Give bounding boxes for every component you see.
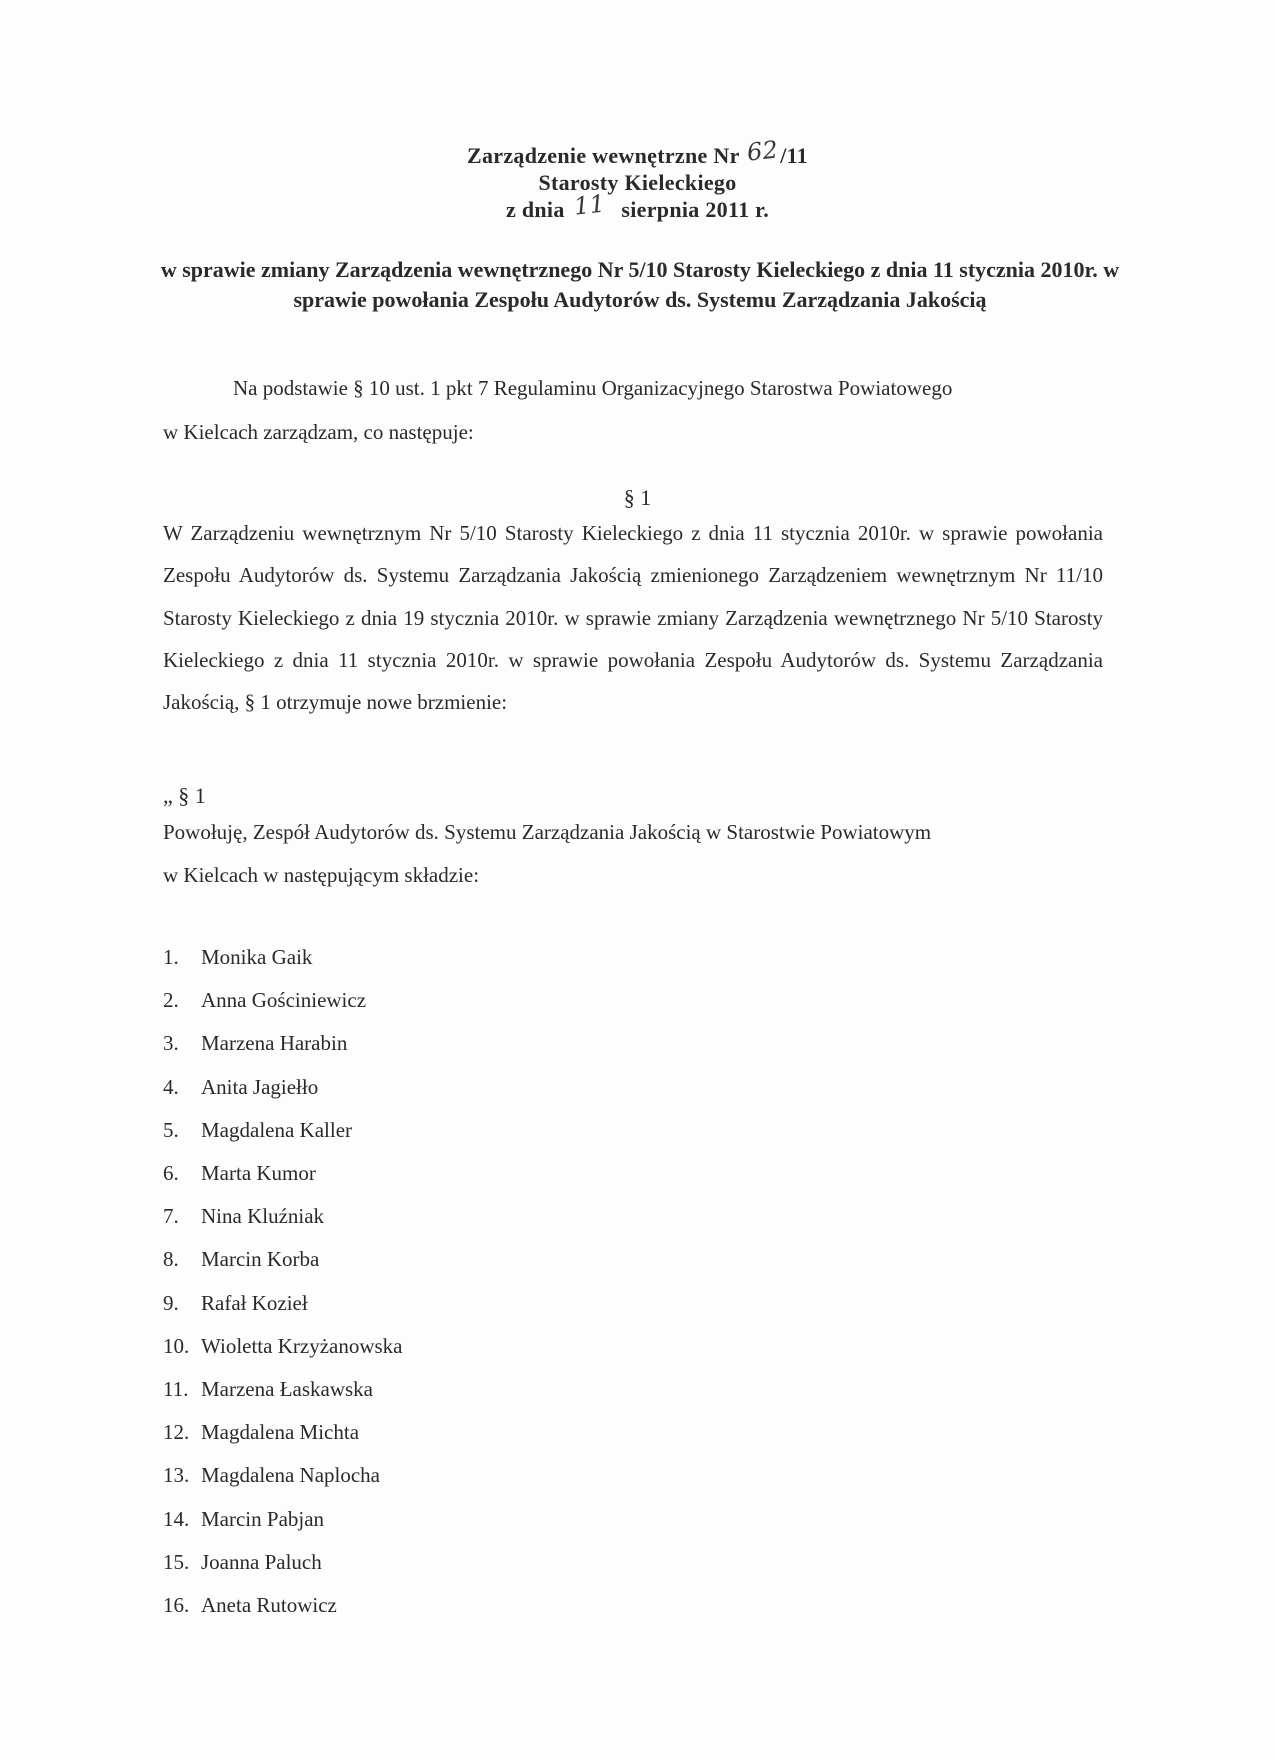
list-item bbox=[163, 1368, 403, 1411]
list-item bbox=[163, 1066, 403, 1109]
member-name: Magdalena Kaller bbox=[201, 1117, 353, 1142]
member-name: Monika Gaik bbox=[201, 945, 313, 969]
list-item-number: 5. bbox=[163, 1117, 179, 1142]
appointment-line-1: Powołuję, Zespół Audytorów ds. Systemu Zarządzania Jakością w Starostwie Powiatowym bbox=[163, 820, 932, 844]
member-name: Marta Kumor bbox=[201, 1161, 316, 1186]
list-item bbox=[163, 1282, 403, 1325]
legal-basis-line-2: w Kielcach zarządzam, co następuje: bbox=[163, 420, 474, 444]
quoted-section-mark: „ § 1 bbox=[163, 783, 206, 808]
legal-basis-line-1: Na podstawie § 10 ust. 1 pkt 7 Regulaminu Organizacyjnego Starostwa Powiatowego bbox=[233, 376, 953, 400]
section-body-paragraph: W Zarządzeniu wewnętrznym Nr 5/10 Starosty Kieleckiego z dnia 11 stycznia 2010r. w sprawie powołania Zespołu Audytorów ds. Systemu Zarządzania Jakością zmienionego Zarządzeniem wewnętrznym Nr 11/10 Starosty Kieleckiego z dnia 19 stycznia 2010r. w sprawie zmiany Zarządzenia wewnętrznego Nr 5/10 Starosty Kieleckiego z dnia 11 stycznia 2010r. w sprawie powołania Zespołu Audytorów ds. Systemu Zarządzania Jakością, § 1 otrzymuje nowe brzmienie: bbox=[163, 521, 1103, 715]
list-item bbox=[163, 1498, 403, 1541]
order-issuer: Starosty Kieleckiego bbox=[538, 170, 737, 195]
order-title-prefix: Zarządzenie wewnętrzne Nr bbox=[467, 143, 740, 168]
order-date-prefix: z dnia bbox=[505, 197, 565, 222]
list-item bbox=[163, 979, 403, 1022]
legal-basis bbox=[163, 366, 1123, 454]
section-mark: § 1 bbox=[623, 485, 652, 510]
list-item-number: 3. bbox=[163, 1031, 179, 1056]
list-item-number: 6. bbox=[163, 1161, 179, 1186]
list-item-number: 11. bbox=[163, 1377, 189, 1402]
handwritten-order-number: 62 bbox=[745, 135, 780, 167]
member-name: Magdalena Michta bbox=[201, 1420, 360, 1445]
member-name: Anna Gościniewicz bbox=[201, 988, 367, 1013]
list-item-number: 9. bbox=[163, 1290, 179, 1315]
list-item-number: 12. bbox=[163, 1420, 190, 1445]
order-date-suffix: sierpnia 2011 r. bbox=[621, 197, 770, 222]
members-list bbox=[163, 936, 403, 1627]
member-name: Marzena Harabin bbox=[201, 1031, 348, 1056]
section-body bbox=[163, 512, 1103, 723]
appointment-line-2: w Kielcach w następującym składzie: bbox=[163, 863, 480, 887]
list-item bbox=[163, 1238, 403, 1281]
order-subject: w sprawie zmiany Zarządzenia wewnętrznego Nr 5/10 Starosty Kieleckiego z dnia 11 stycznia 2010r. w sprawie powołania Zespołu Audytorów ds. Systemu Zarządzania Jakością bbox=[160, 257, 1120, 312]
list-item-number: 4. bbox=[163, 1074, 179, 1099]
list-item bbox=[163, 1152, 403, 1195]
list-item bbox=[163, 1325, 403, 1368]
list-item-number: 13. bbox=[163, 1463, 190, 1488]
member-name: Aneta Rutowicz bbox=[201, 1593, 337, 1618]
member-name: Magdalena Naplocha bbox=[201, 1463, 381, 1488]
member-name: Nina Kluźniak bbox=[201, 1204, 325, 1229]
order-date-line bbox=[0, 189, 1275, 223]
list-item bbox=[163, 936, 403, 979]
list-item-number: 15. bbox=[163, 1549, 190, 1574]
member-name: Marcin Korba bbox=[201, 1247, 320, 1272]
member-name: Rafał Kozieł bbox=[201, 1290, 308, 1315]
list-item bbox=[163, 1541, 403, 1584]
list-item bbox=[163, 1454, 403, 1497]
member-name: Wioletta Krzyżanowska bbox=[201, 1333, 403, 1358]
list-item-number: 10. bbox=[163, 1333, 190, 1358]
list-item bbox=[163, 1022, 403, 1065]
order-title-suffix: /11 bbox=[780, 143, 808, 168]
member-name: Marcin Pabjan bbox=[201, 1506, 325, 1531]
appointment-text bbox=[163, 811, 1103, 897]
list-item bbox=[163, 1411, 403, 1454]
list-item-number: 1. bbox=[163, 945, 179, 969]
list-item bbox=[163, 1109, 403, 1152]
list-item bbox=[163, 1195, 403, 1238]
list-item-number: 2. bbox=[163, 988, 179, 1013]
list-item bbox=[163, 1584, 403, 1627]
member-name: Marzena Łaskawska bbox=[201, 1377, 373, 1402]
document-header bbox=[0, 135, 1275, 223]
list-item-number: 14. bbox=[163, 1506, 190, 1531]
member-name: Anita Jagiełło bbox=[201, 1074, 319, 1099]
order-title-line bbox=[0, 135, 1275, 169]
handwritten-day: 11 bbox=[573, 189, 607, 221]
list-item-number: 7. bbox=[163, 1204, 179, 1229]
list-item-number: 8. bbox=[163, 1247, 179, 1272]
list-item-number: 16. bbox=[163, 1593, 190, 1618]
member-name: Joanna Paluch bbox=[201, 1549, 322, 1574]
